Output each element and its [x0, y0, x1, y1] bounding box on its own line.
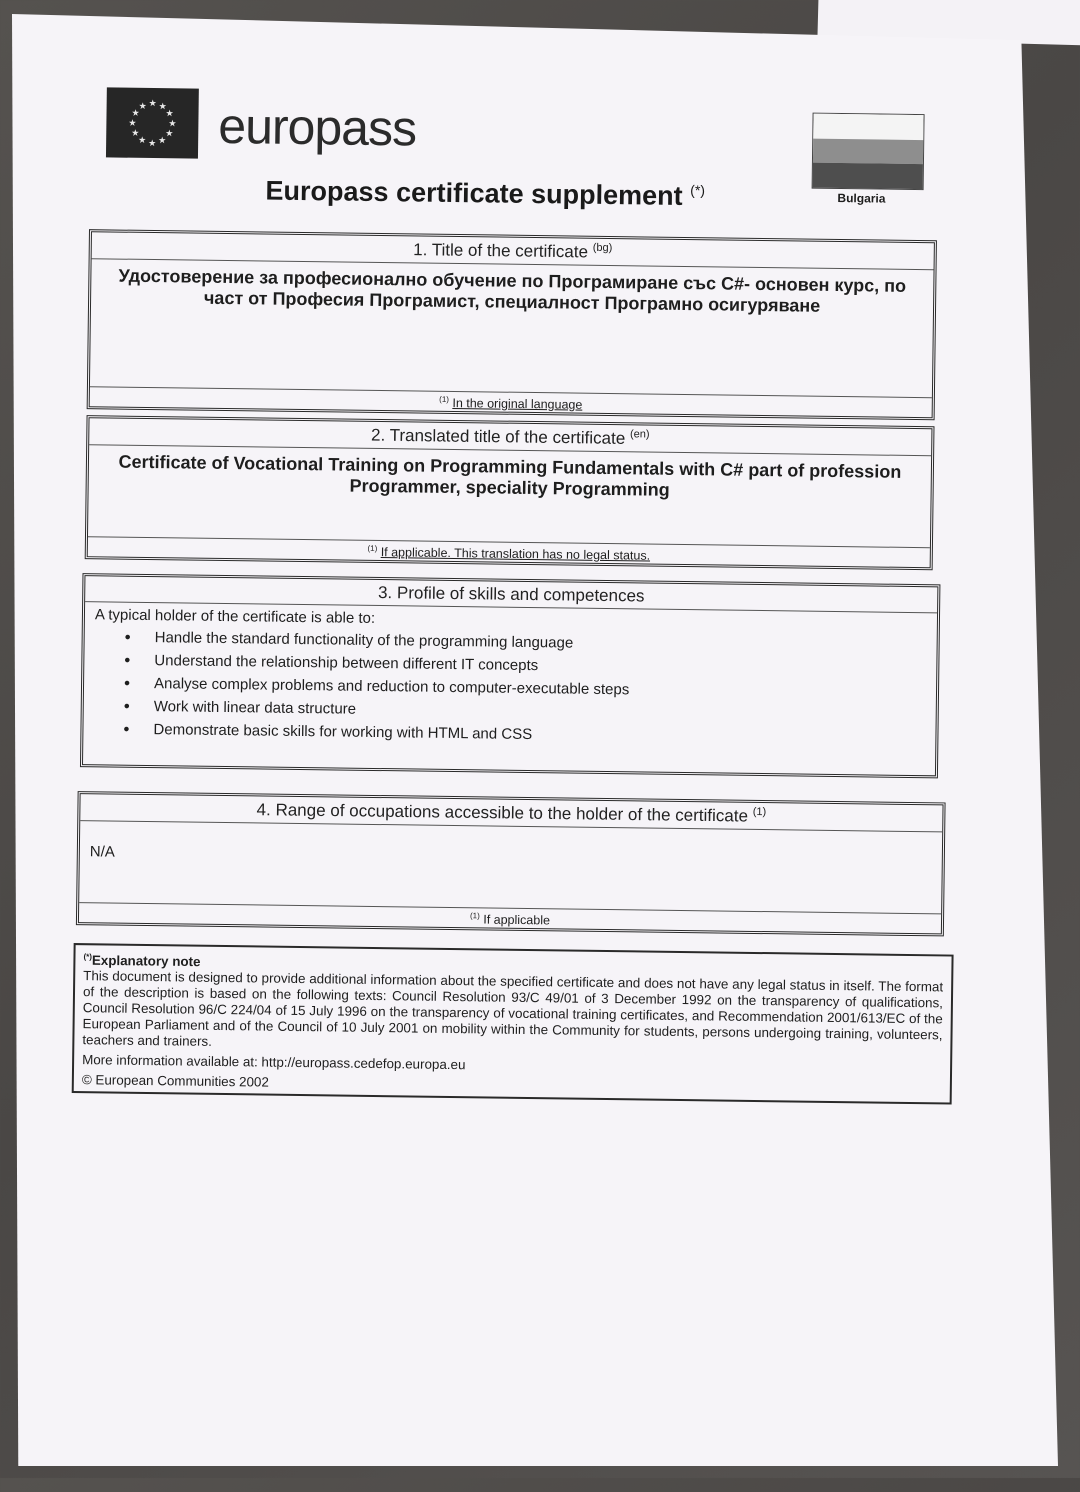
- section-footnote: $^{(1)}$ If applicable: [79, 902, 941, 933]
- section-translated-title: [85, 415, 935, 570]
- list-item: • Analyse complex problems and reduction to computer-executable steps: [154, 672, 936, 705]
- section-heading: 1. Title of the certificate $^{(bg)}$: [92, 232, 934, 270]
- section-footnote: $^{(1)}$ In the original language: [90, 386, 932, 417]
- skills-intro: A typical holder of the certificate is able to:: [94, 606, 376, 627]
- eu-flag-icon: ★ ★ ★ ★ ★ ★ ★ ★ ★ ★ ★ ★: [106, 87, 199, 158]
- list-item: • Handle the standard functionality of the programming language: [155, 626, 937, 659]
- note-title: (*)Explanatory note: [83, 952, 201, 970]
- explanatory-note: [72, 943, 954, 1105]
- list-item: • Understand the relationship between different IT concepts: [154, 649, 936, 682]
- list-item: • Work with linear data structure: [154, 695, 936, 728]
- original-title-text: Удостоверение за професионално обучение по Програмиране със C#- основен курс, по част от Професия Програмист, специалност Програмно осигуряване: [118, 265, 907, 316]
- skills-list: [83, 625, 936, 751]
- section-original-title: [87, 229, 937, 420]
- document-title: Europass certificate supplement (*): [265, 175, 706, 211]
- section-heading: 3. Profile of skills and competences: [85, 576, 937, 613]
- section-heading: 4. Range of occupations accessible to the holder of the certificate $^{(1)}$: [80, 794, 942, 832]
- bulgaria-flag-icon: [812, 113, 925, 190]
- copyright: © European Communities 2002: [81, 1072, 269, 1091]
- section-heading: 2. Translated title of the certificate $^{(en)}$: [89, 418, 931, 456]
- country-label: Bulgaria: [837, 190, 886, 206]
- note-text: This document is designed to provide additional information about the specified certificate and does not have any legal status in itself. The format of the description is based on the following texts: Council Resolution 93/C 49/01 of 3 December 1992 on the transparency of qualifications, Council Resolution 96/C 224/04 of 15 July 1996 on the transparency of vocational training certificates, and Recommendation 2001/613/EC of the European Parliament and of the Council of 10 July 2001 on mobility within the Community for students, persons undergoing training, volunteers, teachers and trainers.: [82, 968, 944, 1050]
- occupations-value: N/A: [89, 842, 115, 861]
- more-info-link: More information available at: http://europass.cedefop.europa.eu: [82, 1052, 466, 1073]
- section-occupations: [76, 791, 946, 936]
- section-skills: [80, 573, 940, 778]
- list-item: • Demonstrate basic skills for working with HTML and CSS: [153, 718, 935, 751]
- europass-logo: europass: [218, 97, 417, 157]
- translated-title-text: Certificate of Vocational Training on Programming Fundamentals with C# part of profession Programmer, speciality Programming: [118, 451, 902, 500]
- section-footnote: $^{(1)}$ If applicable. This translation has no legal status.: [88, 536, 930, 567]
